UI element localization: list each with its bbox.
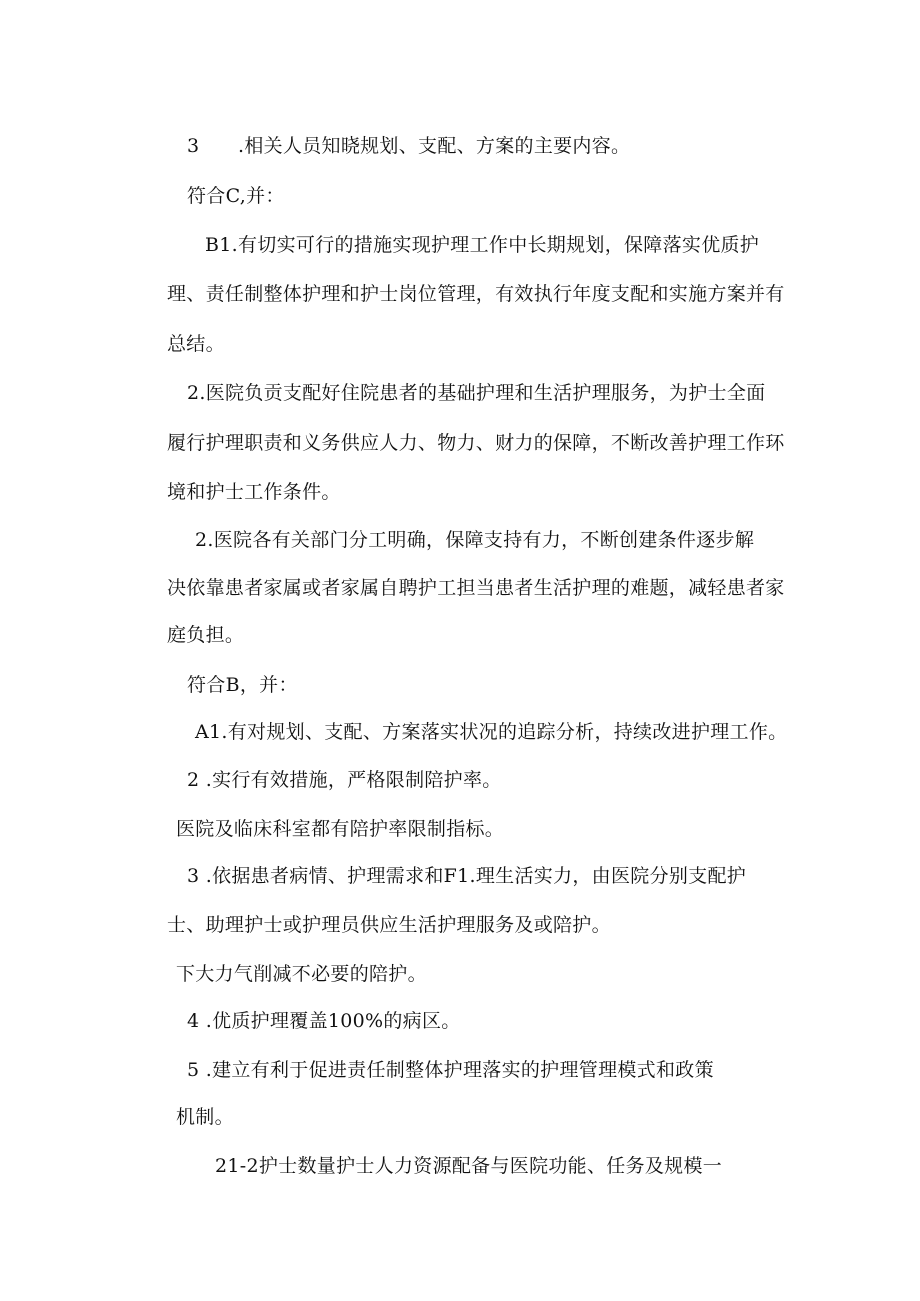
text-line-9: 2.医院各有关部门分工明确，保障支持有力，不断创建条件逐步解 [195, 529, 755, 551]
text-line-20: 5 .建立有利于促进责任制整体护理落实的护理管理模式和政策 [187, 1059, 714, 1081]
text-line-22: 21-2护士数量护士人力资源配备与医院功能、任务及规模一 [215, 1155, 723, 1177]
text-line-10: 决依靠患者家属或者家属自聘护工担当患者生活护理的难题，减轻患者家 [167, 577, 785, 599]
text-line-12: 符合B，并： [187, 674, 298, 696]
text-line-17: 士、助理护士或护理员供应生活护理服务及或陪护。 [167, 914, 611, 936]
text-line-5: 总结。 [167, 333, 225, 355]
text-line-13: A1.有对规划、支配、方案落实状况的追踪分析，持续改进护理工作。 [195, 721, 788, 743]
text-line-16: 3 .依据患者病情、护理需求和F1.理生活实力，由医院分别支配护 [187, 865, 747, 887]
text-line-11: 庭负担。 [167, 624, 245, 646]
text-line-8: 境和护士工作条件。 [167, 481, 341, 503]
text-line-2: 符合C,并： [187, 185, 285, 207]
text-line-7: 履行护理职责和义务供应人力、物力、财力的保障，不断改善护理工作环 [167, 432, 785, 454]
text-line-4: 理、责任制整体护理和护士岗位管理，有效执行年度支配和实施方案并有 [167, 283, 785, 305]
text-line-1: 3 .相关人员知晓规划、支配、方案的主要内容。 [187, 135, 631, 157]
text-line-3: B1.有切实可行的措施实现护理工作中长期规划，保障落实优质护 [205, 234, 760, 256]
text-line-14: 2 .实行有效措施，严格限制陪护率。 [187, 769, 502, 791]
text-line-6: 2.医院负贡支配好住院患者的基础护理和生活护理服务，为护士全面 [187, 382, 766, 404]
text-line-21: 机制。 [176, 1106, 234, 1128]
text-line-15: 医院及临床科室都有陪护率限制指标。 [176, 818, 505, 840]
text-line-19: 4 .优质护理覆盖100%的病区。 [187, 1010, 461, 1032]
text-line-18: 下大力气削减不必要的陪护。 [176, 963, 427, 985]
